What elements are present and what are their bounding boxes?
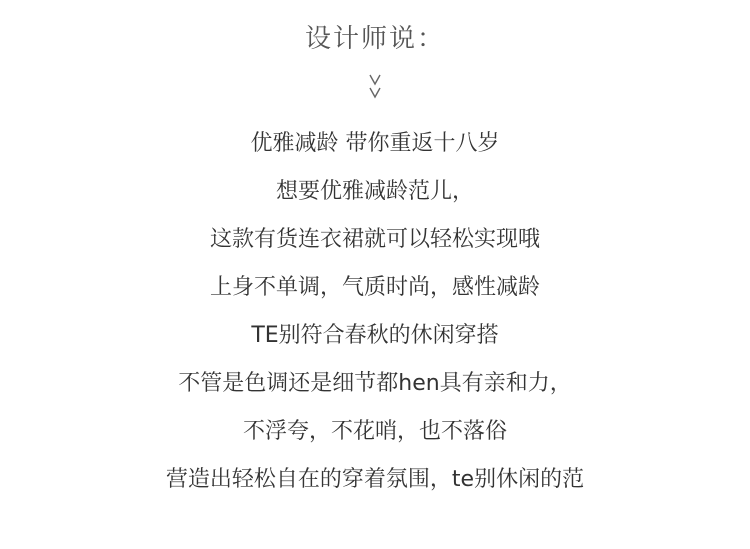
double-chevron-down-icon: [0, 72, 750, 106]
description-line: 这款有货连衣裙就可以轻松实现哦: [209, 227, 540, 252]
description-line: 不浮夸，不花哨，也不落俗: [242, 419, 507, 444]
description-line: 上身不单调，气质时尚，感性减龄: [209, 275, 540, 300]
description-line: 优雅减龄 带你重返十八岁: [250, 131, 500, 156]
section-heading: 设计师说：: [304, 24, 445, 54]
description-line: 想要优雅减龄范儿，: [275, 179, 474, 204]
description-line: 营造出轻松自在的穿着氛围，te别休闲的范: [165, 467, 585, 492]
description-line: 不管是色调还是细节都hen具有亲和力，: [178, 371, 572, 396]
description-line: TE别符合春秋的休闲穿搭: [251, 323, 499, 348]
description-lines: [0, 126, 750, 510]
